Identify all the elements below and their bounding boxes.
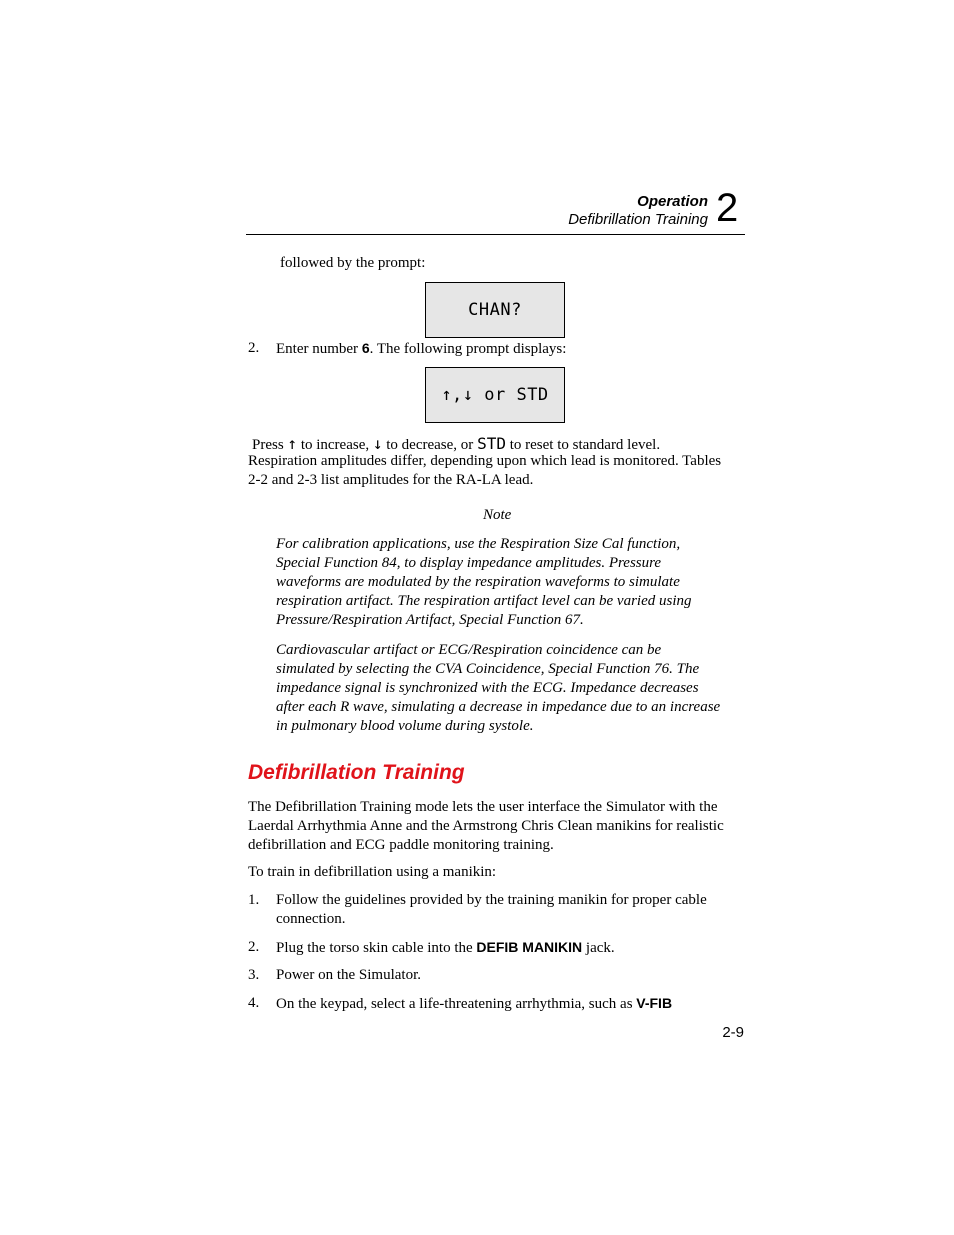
step-text	[276, 994, 746, 1014]
text-part: to decrease, or	[382, 437, 478, 453]
step-number: 3.	[248, 967, 260, 983]
step-number: 2.	[248, 340, 260, 356]
header-section-title: Defibrillation Training	[568, 211, 708, 228]
lcd-display-chan	[425, 282, 565, 338]
text-part: Plug the torso skin cable into the	[276, 940, 477, 956]
section-paragraph-2: To train in defibrillation using a manikin:	[248, 864, 497, 880]
press-line-3: 2-2 and 2-3 list amplitudes for the RA-LA lead.	[248, 472, 534, 488]
step-text	[276, 339, 746, 359]
page-number: 2-9	[722, 1024, 744, 1041]
arrhythmia-key-label: V-FIB	[636, 995, 673, 1011]
lcd-text: CHAN?	[468, 300, 522, 320]
header-rule	[246, 234, 745, 235]
note-label: Note	[483, 507, 512, 523]
step-number: 1.	[248, 892, 260, 908]
header-chapter-title: Operation	[637, 193, 708, 210]
lcd-text: ↑,↓ or STD	[441, 385, 549, 405]
text-part: Press	[252, 437, 288, 453]
step-text: Follow the guidelines provided by the training manikin for proper cable connection.	[276, 892, 707, 927]
step-number: 4.	[248, 995, 260, 1011]
step-number: 2.	[248, 939, 260, 955]
std-key-label: STD	[477, 434, 506, 453]
text-part: to increase,	[297, 437, 373, 453]
step-text-part: Enter number	[276, 341, 362, 357]
step-text	[276, 938, 746, 958]
down-arrow-icon: ↓	[372, 434, 383, 453]
step-text-part: . The following prompt displays:	[369, 341, 567, 357]
up-arrow-icon: ↑	[287, 434, 298, 453]
text-part: to reset to standard level.	[505, 437, 661, 453]
lcd-display-up-down-std	[425, 367, 565, 423]
press-line-2: Respiration amplitudes differ, depending upon which lead is monitored. Tables	[248, 453, 722, 469]
header-chapter-number: 2	[716, 186, 739, 230]
step-text: Power on the Simulator.	[276, 967, 421, 983]
text-part: jack.	[582, 940, 615, 956]
text-part: On the keypad, select a life-threatening arrhythmia, such as	[276, 996, 637, 1012]
note-paragraph-1: For calibration applications, use the Respiration Size Cal function, Special Function 84, to display impedance amplitudes. Pressure waveforms are modulated by the respiration waveforms to simulate respiration artifact. The respiration artifact level can be varied using Pressure/Respiration Artifact, Special Function 67.	[276, 536, 692, 628]
note-paragraph-2: Cardiovascular artifact or ECG/Respiration coincidence can be simulated by selecting the CVA Coincidence, Special Function 76. The impedance signal is synchronized with the ECG. Impedance decreases after each R wave, simulating a decrease in impedance due to an increase in pulmonary blood volume during systole.	[276, 642, 721, 734]
section-heading: Defibrillation Training	[248, 761, 465, 784]
jack-label: DEFIB MANIKIN	[476, 939, 583, 955]
intro-text: followed by the prompt:	[280, 255, 426, 271]
step-bold-value: 6	[361, 340, 370, 356]
section-paragraph-1: The Defibrillation Training mode lets the user interface the Simulator with the Laerdal Arrhythmia Anne and the Armstrong Chris Clean manikins for realistic defibrillation and ECG paddle monitoring training.	[248, 799, 724, 853]
